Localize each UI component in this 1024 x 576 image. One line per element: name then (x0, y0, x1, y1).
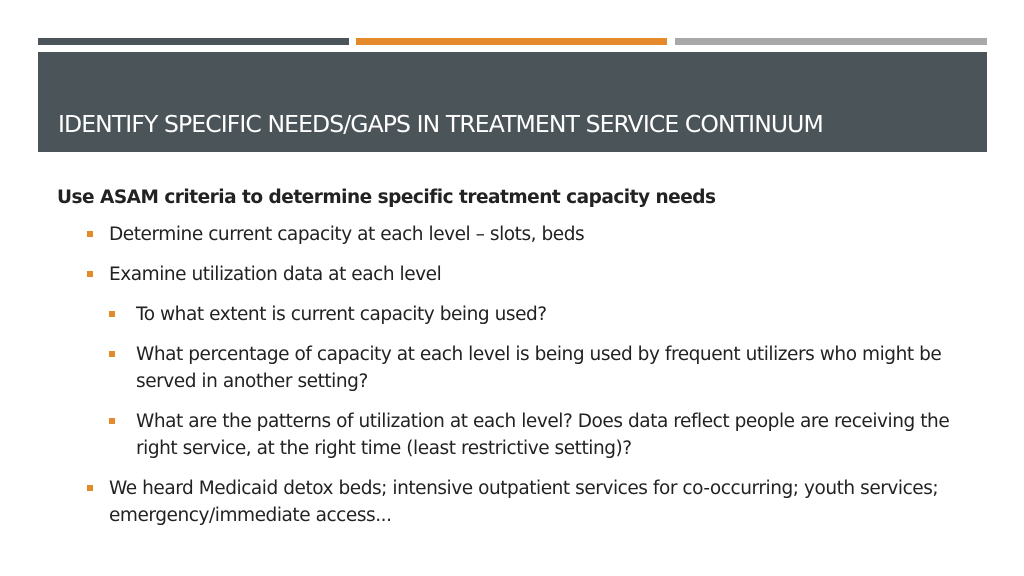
bullet-text: We heard Medicaid detox beds; intensive outpatient services for co-occurring; youth services; emergency/immediate access... (109, 478, 939, 526)
slide-heading: Use ASAM criteria to determine specific treatment capacity needs (57, 187, 716, 208)
bullet-text: Determine current capacity at each level – slots, beds (109, 224, 585, 245)
bullet-text: Examine utilization data at each level (109, 264, 442, 285)
accent-bar-dark (38, 38, 349, 45)
bullet-item (57, 221, 977, 248)
accent-bar-gray (675, 38, 987, 45)
bullet-text: To what extent is current capacity being used? (136, 304, 547, 325)
slide-content (57, 187, 977, 542)
square-bullet-icon (87, 271, 93, 277)
bullet-item (57, 475, 977, 529)
sub-bullet-item (57, 341, 977, 395)
bullet-text: What percentage of capacity at each level is being used by frequent utilizers who might be served in another setting? (136, 344, 942, 392)
square-bullet-icon (87, 231, 93, 237)
bullet-list (57, 221, 977, 529)
sub-bullet-item (57, 408, 977, 462)
accent-bar-orange (356, 38, 667, 45)
title-band (38, 52, 987, 152)
square-bullet-icon (109, 351, 115, 357)
square-bullet-icon (109, 418, 115, 424)
sub-bullet-item (57, 301, 977, 328)
square-bullet-icon (87, 485, 93, 491)
bullet-text: What are the patterns of utilization at each level? Does data reflect people are receiving the right service, at the right time (least restrictive setting)? (136, 411, 950, 459)
bullet-item (57, 261, 977, 288)
square-bullet-icon (109, 311, 115, 317)
slide-title: IDENTIFY SPECIFIC NEEDS/GAPS IN TREATMENT SERVICE CONTINUUM (58, 110, 823, 138)
